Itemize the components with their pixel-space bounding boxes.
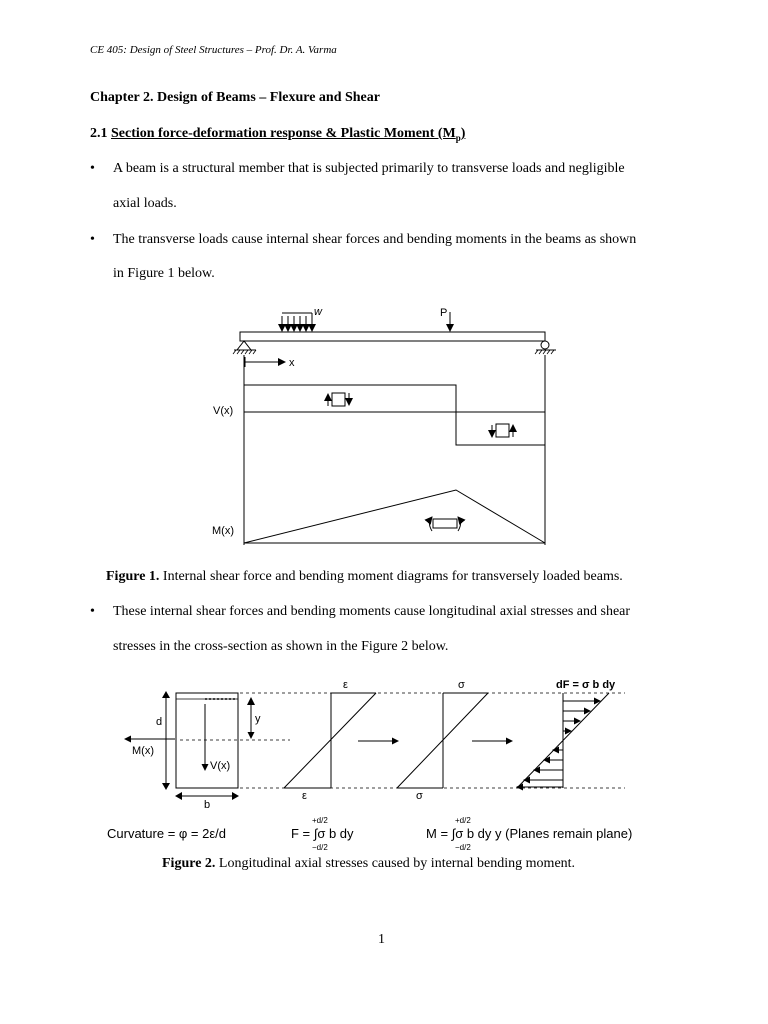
force-lower-limit: −d/2 (312, 843, 328, 852)
strain-bottom-label: ε (302, 790, 307, 802)
bullet-dot-icon: • (90, 161, 95, 176)
force-upper-limit: +d/2 (312, 816, 328, 825)
page-number: 1 (378, 932, 385, 947)
stress-bottom-label: σ (416, 790, 423, 802)
curvature-equation: Curvature = φ = 2ε/d (107, 826, 227, 841)
figure-2-caption-label: Figure 2. (162, 856, 216, 871)
moment-label: M(x) (212, 525, 234, 537)
cross-section-rect (176, 693, 238, 788)
figure-1-caption-text: Internal shear force and bending moment diagrams for transversely loaded beams. (162, 569, 623, 584)
moment-lower-limit: −d/2 (455, 843, 471, 852)
figure-2-caption (162, 856, 575, 872)
y-label: y (255, 713, 261, 725)
bullet-dot-icon: • (90, 604, 95, 619)
section-number: 2.1 (90, 126, 108, 141)
x-axis-label: x (289, 357, 295, 369)
force-distribution-diagram (517, 693, 609, 788)
bullet-line: in Figure 1 below. (113, 266, 215, 281)
chapter-title: Chapter 2. Design of Beams – Flexure and Shear (90, 90, 380, 105)
force-label: dF = σ b dy (556, 679, 616, 691)
load-p-label: P (440, 307, 448, 319)
depth-label: d (156, 716, 163, 728)
force-equation: F = ∫σ b dy (291, 826, 354, 841)
width-label: b (204, 799, 211, 811)
moment-x-label: M(x) (132, 745, 154, 757)
figure-2-caption-text: Longitudinal axial stresses caused by internal bending moment. (218, 856, 576, 871)
running-header: CE 405: Design of Steel Structures – Prof. Dr. A. Varma (90, 44, 337, 56)
stress-top-label: σ (458, 679, 465, 691)
figure-1-caption-label: Figure 1. (106, 569, 160, 584)
section-title-subscript: p (455, 132, 461, 143)
bullet-line: These internal shear forces and bending moments cause longitudinal axial stresses and shear (113, 604, 631, 619)
shear-x-label: V(x) (210, 760, 231, 772)
bullet-line: The transverse loads cause internal shear forces and bending moments in the beams as shown (113, 232, 637, 247)
moment-equation: M = ∫σ b dy y (Planes remain plane) (426, 826, 633, 841)
bullet-line: axial loads. (113, 196, 177, 211)
strain-top-label: ε (343, 679, 348, 691)
moment-upper-limit: +d/2 (455, 816, 471, 825)
section-title: Section force-deformation response & Plastic Moment $(M_p)$ (111, 126, 466, 143)
bullet-dot-icon: • (90, 232, 95, 247)
shear-label: V(x) (213, 405, 234, 417)
load-w-label: w (314, 306, 322, 318)
bullet-line: A beam is a structural member that is subjected primarily to transverse loads and negligible (113, 161, 625, 176)
bullet-line: stresses in the cross-section as shown in the Figure 2 below. (113, 639, 449, 654)
